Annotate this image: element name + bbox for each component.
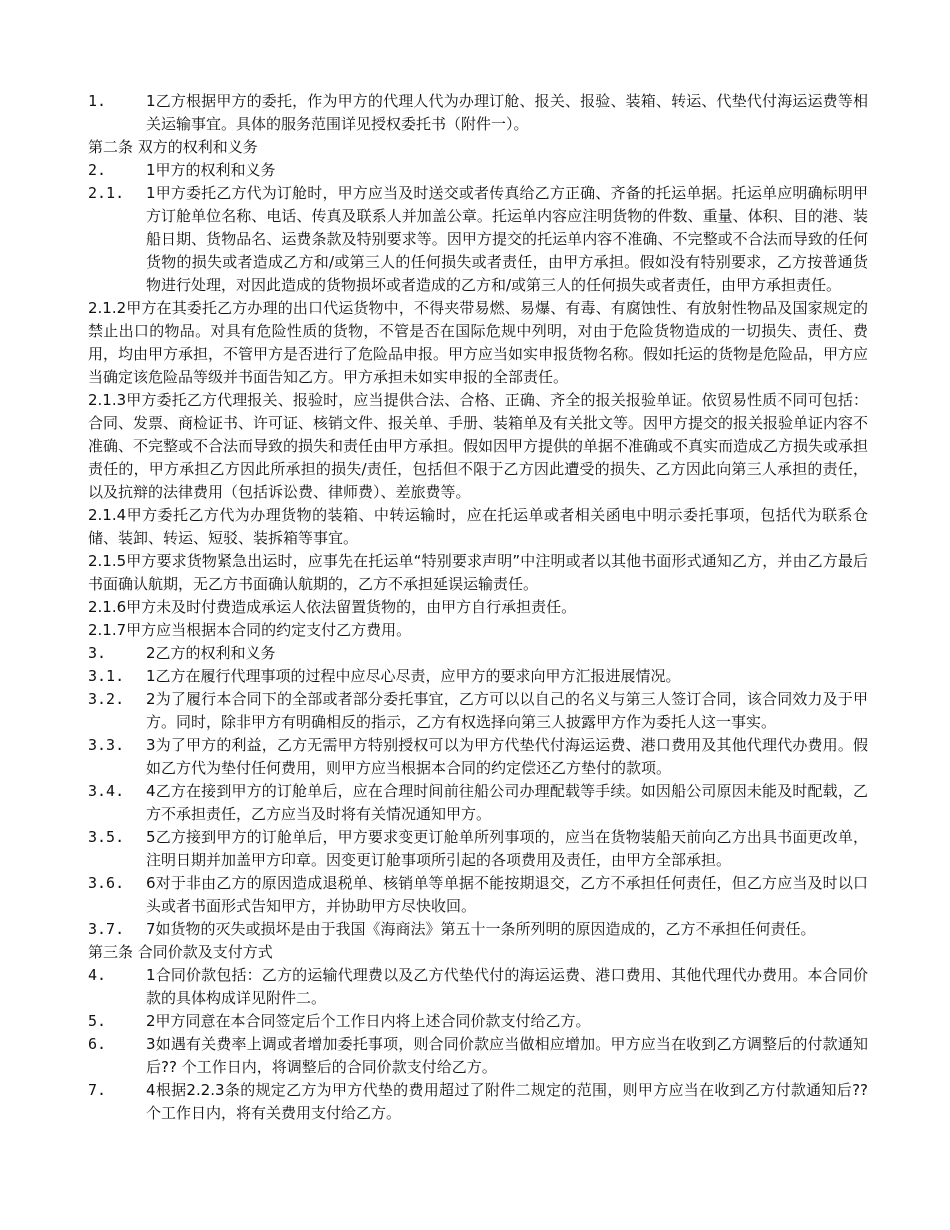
clause-text: 6对于非由乙方的原因造成退税单、核销单等单据不能按期退交，乙方不承担任何责任，但乙方应当及时以口头或者书面形式告知甲方，并协助甲方尽快收回。 [146, 874, 868, 915]
clause-number: 3. [88, 644, 107, 662]
section-heading-article-3: 第三条 合同价款及支付方式 [88, 943, 273, 961]
clause-2-1-3: 2.1.3甲方委托乙方代理报关、报验时，应当提供合法、合格、正确、齐全的报关报验单证。依贸易性质不同可包括：合同、发票、商检证书、许可证、核销文件、报关单、手册、装箱单及有关批文等。因甲方提交的报关报验单证内容不准确、不完整或不合法而导致的损失和责任由甲方承担。假如因甲方提供的单据不准确或不真实而造成乙方损失或承担责任的，甲方承担乙方因此所承担的损失/责任，包括但不限于乙方因此遭受的损失、乙方因此向第三人承担的责任，以及抗辩的法律费用（包括诉讼费、律师费）、差旅费等。 [88, 391, 869, 501]
clause-2-1-5: 2.1.5甲方要求货物紧急出运时，应事先在托运单“特别要求声明”中注明或者以其他书面形式通知乙方，并由乙方最后书面确认航期，无乙方书面确认航期的，乙方不承担延误运输责任。 [88, 552, 868, 593]
clause-3-2-2 [88, 688, 868, 734]
clause-text: 1乙方根据甲方的委托，作为甲方的代理人代为办理订舱、报关、报验、装箱、转运、代垫代付海运运费等相关运输事宜。具体的服务范围详见授权委托书（附件一）。 [146, 92, 868, 133]
contract-document [88, 90, 868, 1125]
clause-2-1-7: 2.1.7甲方应当根据本合同的约定支付乙方费用。 [88, 621, 412, 639]
clause-7-4 [88, 1079, 868, 1125]
clause-3-6-6 [88, 872, 868, 918]
clause-number: 7. [88, 1081, 107, 1099]
clause-1-1 [88, 90, 868, 136]
clause-6-3 [88, 1033, 868, 1079]
clause-3-4-4 [88, 780, 868, 826]
clause-5-2 [88, 1010, 868, 1033]
clause-number: 3.5. [88, 828, 125, 846]
clause-text: 7如货物的灭失或损坏是由于我国《海商法》第五十一条所列明的原因造成的，乙方不承担任何责任。 [146, 920, 816, 938]
clause-3-7-7 [88, 918, 868, 941]
clause-number: 5. [88, 1012, 107, 1030]
clause-number: 3.6. [88, 874, 125, 892]
clause-2-1-4: 2.1.4甲方委托乙方代为办理货物的装箱、中转运输时，应在托运单或者相关函电中明示委托事项，包括代为联系仓储、装卸、转运、短驳、装拆箱等事宜。 [88, 506, 868, 547]
clause-2-1-2: 2.1.2甲方在其委托乙方办理的出口代运货物中，不得夹带易燃、易爆、有毒、有腐蚀性、有放射性物品及国家规定的禁止出口的物品。对具有危险性质的货物，不管是否在国际危规中列明，对由于危险货物造成的一切损失、责任、费用，均由甲方承担，不管甲方是否进行了危险品申报。甲方应当如实申报货物名称。假如托运的货物是危险品，甲方应当确定该危险品等级并书面告知乙方。甲方承担未如实申报的全部责任。 [88, 299, 869, 386]
clause-text: 2乙方的权利和义务 [146, 644, 276, 662]
clause-3-1-1 [88, 665, 868, 688]
clause-text: 3为了甲方的利益，乙方无需甲方特别授权可以为甲方代垫代付海运运费、港口费用及其他代理代办费用。假如乙方代为垫付任何费用，则甲方应当根据本合同的约定偿还乙方垫付的款项。 [146, 736, 868, 777]
clause-text: 4乙方在接到甲方的订舱单后，应在合理时间前往船公司办理配载等手续。如因船公司原因未能及时配载，乙方不承担责任，乙方应当及时将有关情况通知甲方。 [146, 782, 868, 823]
clause-text: 2为了履行本合同下的全部或者部分委托事宜，乙方可以以自己的名义与第三人签订合同，该合同效力及于甲方。同时，除非甲方有明确相反的指示，乙方有权选择向第三人披露甲方作为委托人这一事实。 [146, 690, 868, 731]
clause-number: 1. [88, 92, 107, 110]
clause-text: 1甲方委托乙方代为订舱时，甲方应当及时送交或者传真给乙方正确、齐备的托运单据。托运单应明确标明甲方订舱单位名称、电话、传真及联系人并加盖公章。托运单内容应注明货物的件数、重量、体积、目的港、装船日期、货物品名、运费条款及特别要求等。因甲方提交的托运单内容不准确、不完整或不合法而导致的任何货物的损失或者造成乙方和/或第三人的任何损失或者责任，由甲方承担。假如没有特别要求，乙方按普通货物进行处理，对因此造成的货物损坏或者造成的乙方和/或第三人的任何损失或者责任，由甲方承担责任。 [146, 184, 868, 294]
clause-number: 3.2. [88, 690, 125, 708]
clause-text: 4根据2.2.3条的规定乙方为甲方代垫的费用超过了附件二规定的范围，则甲方应当在收到乙方付款通知后?? 个工作日内，将有关费用支付给乙方。 [146, 1081, 868, 1122]
clause-number: 2. [88, 161, 107, 179]
section-heading-article-2: 第二条 双方的权利和义务 [88, 138, 258, 156]
clause-text: 3如遇有关费率上调或者增加委托事项，则合同价款应当做相应增加。甲方应当在收到乙方调整后的付款通知后?? 个工作日内，将调整后的合同价款支付给乙方。 [146, 1035, 868, 1076]
clause-3-3-3 [88, 734, 868, 780]
clause-text: 2甲方同意在本合同签定后个工作日内将上述合同价款支付给乙方。 [146, 1012, 591, 1030]
clause-2-1 [88, 159, 868, 182]
clause-text: 1合同价款包括：乙方的运输代理费以及乙方代垫代付的海运运费、港口费用、其他代理代办费用。本合同价款的具体构成详见附件二。 [146, 966, 868, 1007]
clause-2-1-1 [88, 182, 868, 297]
clause-number: 3.3. [88, 736, 125, 754]
clause-3-5-5 [88, 826, 868, 872]
clause-number: 3.7. [88, 920, 125, 938]
clause-number: 4. [88, 966, 107, 984]
clause-number: 3.4. [88, 782, 125, 800]
clause-text: 1乙方在履行代理事项的过程中应尽心尽责，应甲方的要求向甲方汇报进展情况。 [146, 667, 681, 685]
clause-3-2 [88, 642, 868, 665]
clause-number: 2.1. [88, 184, 125, 202]
clause-text: 1甲方的权利和义务 [146, 161, 276, 179]
clause-4-1 [88, 964, 868, 1010]
clause-text: 5乙方接到甲方的订舱单后，甲方要求变更订舱单所列事项的，应当在货物装船天前向乙方出具书面更改单，注明日期并加盖甲方印章。因变更订舱事项所引起的各项费用及责任，由甲方全部承担。 [146, 828, 868, 869]
clause-number: 3.1. [88, 667, 125, 685]
clause-2-1-6: 2.1.6甲方未及时付费造成承运人依法留置货物的，由甲方自行承担责任。 [88, 598, 577, 616]
clause-number: 6. [88, 1035, 107, 1053]
